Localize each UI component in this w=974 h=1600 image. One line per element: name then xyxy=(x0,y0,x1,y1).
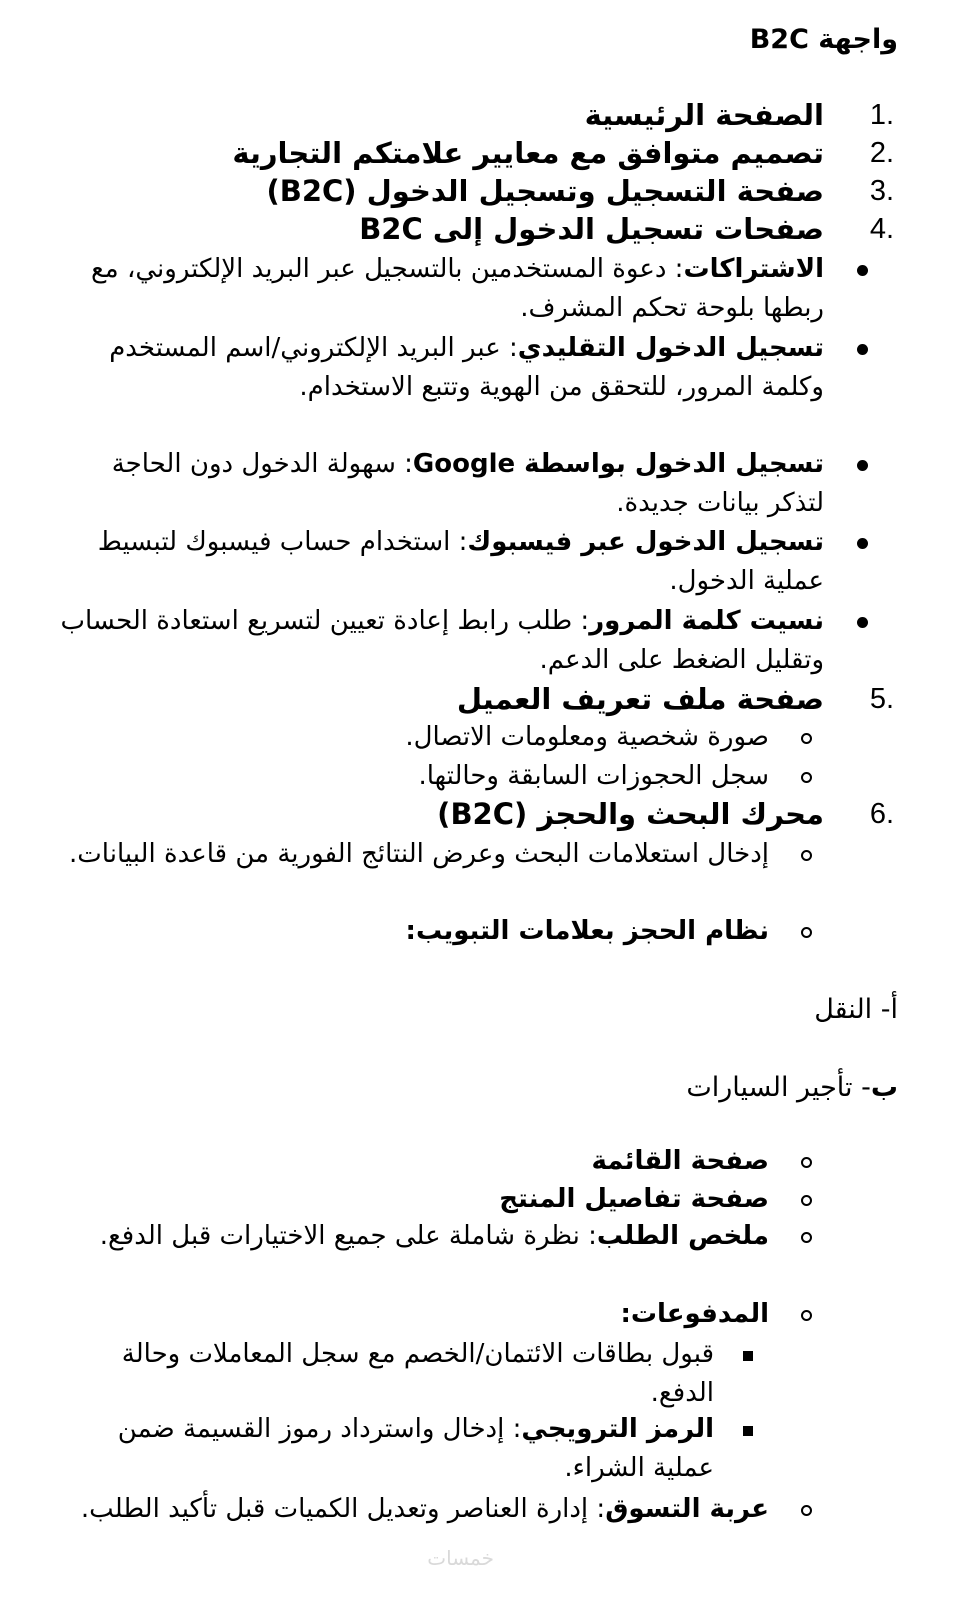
circle-bullet xyxy=(801,733,812,744)
bullet-dot xyxy=(857,344,868,355)
bullet-description: : سهولة الدخول دون الحاجة لتذكر بيانات جديدة. xyxy=(111,449,824,518)
nested-item-description: : إدخال واسترداد رموز القسيمة ضمن عملية الشراء. xyxy=(117,1414,714,1483)
numbered-item-text: محرك البحث والحجز (B2C) xyxy=(437,797,824,831)
bullet-description: : استخدام حساب فيسبوك لتبسيط عملية الدخول. xyxy=(97,527,824,596)
list-number: 2. xyxy=(869,137,894,169)
tab-car-rental-text: - تأجير السيارات xyxy=(686,1072,871,1103)
sub-item xyxy=(60,757,769,796)
bullet-dot xyxy=(857,460,868,471)
numbered-item xyxy=(60,680,894,721)
bullet-term: الاشتراكات xyxy=(683,254,824,284)
circle-bullet xyxy=(801,772,812,783)
bullet-dot xyxy=(857,617,868,628)
square-bullet xyxy=(743,1351,753,1361)
sub-item-title: نظام الحجز بعلامات التبويب: xyxy=(405,916,769,946)
bullet-dot xyxy=(857,265,868,276)
sub-item-description: : إدارة العناصر وتعديل الكميات قبل تأكيد الطلب. xyxy=(80,1494,606,1524)
bullet-item xyxy=(60,329,824,407)
list-number: 5. xyxy=(869,683,894,715)
sub-item xyxy=(60,835,769,874)
circle-bullet xyxy=(801,1157,812,1168)
sub-item-title: المدفوعات: xyxy=(620,1299,769,1329)
bullet-item xyxy=(60,250,824,328)
sub-item xyxy=(60,1217,769,1256)
list-number: 1. xyxy=(869,99,894,131)
numbered-item xyxy=(60,134,894,175)
nested-item xyxy=(60,1410,714,1488)
numbered-item-text: صفحة التسجيل وتسجيل الدخول (B2C) xyxy=(266,174,824,208)
circle-bullet xyxy=(801,927,812,938)
circle-bullet xyxy=(801,850,812,861)
circle-bullet xyxy=(801,1505,812,1516)
sub-item-text: إدخال استعلامات البحث وعرض النتائج الفورية من قاعدة البيانات. xyxy=(69,839,769,869)
sub-item-title: صفحة القائمة xyxy=(591,1146,769,1176)
list-number: 3. xyxy=(869,175,894,207)
bullet-item xyxy=(60,445,824,523)
bullet-term: تسجيل الدخول عبر فيسبوك xyxy=(467,527,824,557)
numbered-item-text: صفحات تسجيل الدخول إلى B2C xyxy=(359,212,824,246)
circle-bullet xyxy=(801,1310,812,1321)
sub-item xyxy=(60,912,769,951)
numbered-item xyxy=(60,210,894,251)
circle-bullet xyxy=(801,1195,812,1206)
numbered-item xyxy=(60,96,894,137)
numbered-item-text: صفحة ملف تعريف العميل xyxy=(456,682,824,716)
sub-item-title: صفحة تفاصيل المنتج xyxy=(499,1184,769,1214)
sub-item xyxy=(60,1295,769,1334)
bullet-description: : عبر البريد الإلكتروني/اسم المستخدم وكلمة المرور، للتحقق من الهوية وتتبع الاستخدام. xyxy=(109,333,824,402)
watermark: خمسات xyxy=(427,1546,494,1570)
bullet-item xyxy=(60,602,824,680)
sub-item-text: صورة شخصية ومعلومات الاتصال. xyxy=(405,722,769,752)
numbered-item xyxy=(60,795,894,836)
numbered-item xyxy=(60,172,894,213)
bullet-description: : طلب رابط إعادة تعيين لتسريع استعادة الحساب وتقليل الضغط على الدعم. xyxy=(60,606,824,675)
bullet-item xyxy=(60,523,824,601)
nested-item xyxy=(60,1335,714,1413)
bullet-term: تسجيل الدخول بواسطة Google xyxy=(412,449,824,479)
square-bullet xyxy=(743,1426,753,1436)
sub-item xyxy=(60,1490,769,1529)
sub-item-term: ملخص الطلب xyxy=(596,1221,769,1251)
sub-item-term: عربة التسوق xyxy=(605,1494,769,1524)
sub-item-text: سجل الحجوزات السابقة وحالتها. xyxy=(418,761,769,791)
sub-item xyxy=(60,1180,769,1219)
nested-item-text: قبول بطاقات الائتمان/الخصم مع سجل المعاملات وحالة الدفع. xyxy=(121,1339,714,1408)
bullet-term: نسيت كلمة المرور xyxy=(589,606,824,636)
document-heading: واجهة B2C xyxy=(749,24,898,55)
nested-item-term: الرمز الترويجي xyxy=(521,1414,714,1444)
tab-letter: ب xyxy=(870,1072,898,1103)
circle-bullet xyxy=(801,1232,812,1243)
sub-item xyxy=(60,1142,769,1181)
tab-car-rental-label xyxy=(686,1068,898,1108)
numbered-item-text: الصفحة الرئيسية xyxy=(584,98,824,132)
list-number: 4. xyxy=(869,213,894,245)
sub-item-description: : نظرة شاملة على جميع الاختيارات قبل الدفع. xyxy=(99,1221,597,1251)
sub-item xyxy=(60,718,769,757)
bullet-term: تسجيل الدخول التقليدي xyxy=(517,333,824,363)
numbered-item-text: تصميم متوافق مع معايير علامتكم التجارية xyxy=(232,136,824,170)
list-number: 6. xyxy=(869,798,894,830)
bullet-description: : دعوة المستخدمين بالتسجيل عبر البريد الإلكتروني، مع ربطها بلوحة تحكم المشرف. xyxy=(90,254,824,323)
bullet-dot xyxy=(857,538,868,549)
tab-transport-label: أ- النقل xyxy=(814,994,898,1025)
